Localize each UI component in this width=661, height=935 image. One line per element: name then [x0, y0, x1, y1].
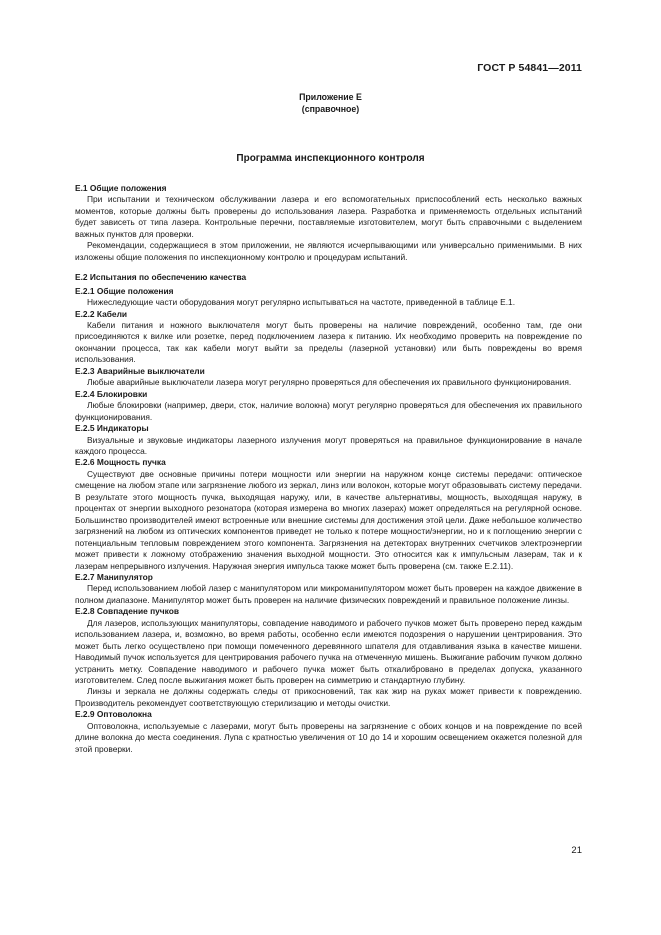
paragraph: Нижеследующие части оборудования могут регулярно испытываться на частоте, приведенной в таблице Е.1.: [87, 297, 516, 308]
subsection-heading-e25: Е.2.5 Индикаторы: [75, 423, 149, 434]
paragraph: Перед использованием любой лазер с манипулятором или микроманипулятором может быть проверен на каждое движение в полном диапазоне. Манипулятор может быть проверен на наличие физических повреждений и правильное положение линзы.: [75, 583, 582, 605]
paragraph: Для лазеров, использующих манипуляторы, совпадение наводимого и рабочего пучков может быть проверено перед каждым использованием лазера, и, возможно, во время работы, особенно если имеются подозрения о нарушении центрирования. Это может быть легко осуществлено при помощи помеченного деревянного шпателя для отдавливания языка в качестве мишени. Наводимый пучок используется для центрирования рабочего пучка на отмеченную мишень. Выжигание рабочим пучком должно устранить метку. Совпадение наводимого и рабочего пучка может быть откалибровано в пределах допуска, указанного изготовителем. След после выжигания может быть проверен на симметрию и стандартную глубину.: [75, 617, 582, 686]
annex-title: Приложение Е: [299, 92, 362, 102]
paragraph: Рекомендации, содержащиеся в этом приложении, не являются исчерпывающими или универсально применимыми. В них изложены общие положения по инспекционному контролю и процедурам испытаний.: [75, 240, 582, 262]
section-heading-e2: Е.2 Испытания по обеспечению качества: [75, 272, 247, 283]
paragraph: Любые блокировки (например, двери, сток, наличие волокна) могут регулярно проверяться для обеспечения их правильного функционирования.: [75, 400, 582, 422]
page-number: 21: [571, 845, 582, 856]
subsection-heading-e27: Е.2.7 Манипулятор: [75, 571, 153, 582]
document-code: ГОСТ Р 54841—2011: [477, 62, 582, 74]
paragraph: Визуальные и звуковые индикаторы лазерного излучения могут проверяться на правильное функционирование в начале каждого процесса.: [75, 434, 582, 456]
paragraph: Кабели питания и ножного выключателя могут быть проверены на наличие повреждений, особенно там, где они присоединяются к вилке или розетке, перед подключением лазера к питанию. Их необходимо проверить на повреждение по окончании процесса, так как кабели могут выйти за пределы (лазерной установки) или быть повреждены во время использования.: [75, 319, 582, 365]
annex-subtitle: (справочное): [301, 104, 360, 114]
paragraph: Оптоволокна, используемые с лазерами, могут быть проверены на загрязнение с обоих концов и на повреждение по всей длине волокна до места соединения. Лупа с кратностью увеличения от 10 до 14 и хорошим освещением окажется полезной для этой проверки.: [75, 720, 582, 754]
subsection-heading-e24: Е.2.4 Блокировки: [75, 388, 148, 399]
main-title: Программа инспекционного контроля: [236, 153, 425, 164]
subsection-heading-e26: Е.2.6 Мощность пучка: [75, 457, 166, 468]
document-body: [75, 183, 582, 755]
subsection-heading-e23: Е.2.3 Аварийные выключатели: [75, 365, 205, 376]
annex-heading: [0, 91, 661, 115]
paragraph: При испытании и техническом обслуживании лазера и его вспомогательных приспособлений есть несколько важных моментов, которые должны быть проверены до использования лазера. Разработка и применяемость отдельных испытаний будет зависеть от типа лазера. Контрольные перечни, поставляемые изготовителем, могут быть справочными с выделением важных пунктов для проверки.: [75, 194, 582, 239]
subsection-heading-e22: Е.2.2 Кабели: [75, 308, 128, 319]
section-heading-e1: Е.1 Общие положения: [75, 183, 167, 193]
subsection-heading-e29: Е.2.9 Оптоволокна: [75, 709, 152, 720]
paragraph: Линзы и зеркала не должны содержать следы от прикосновений, так как жир на руках может привести к повреждению. Производитель рекомендует соответствующую стерилизацию и методы очистки.: [75, 686, 582, 708]
paragraph: Любые аварийные выключатели лазера могут регулярно проверяться для обеспечения их правильного функционирования.: [87, 377, 572, 388]
subsection-heading-e28: Е.2.8 Совпадение пучков: [75, 606, 180, 617]
paragraph: Существуют две основные причины потери мощности или энергии на наружном конце системы передачи: оптическое смещение на любом этапе или загрязнение любого из зеркал, линз или волокон, которые могут образовывать систему передачи. В результате этого мощность пучка, выходящая наружу, или, в качестве альтернативы, мощность, выходящая наружу, в процентах от энергии выходного резонатора (которая измерена во многих лазерах) может определяться на регулярной основе. Большинство производителей имеют встроенные или внешние системы для достижения этой цели. Даже небольшое количество загрязнений на любом из оптических компонентов приведет не только к потере мощности/энергии, но и к поглощению энергии с потенциальным тепловым повреждением этого компонента. Загрязнения на детекторах внутренних счетчиков электроэнергии может привести к ложному отображению значения выходной мощности. Это относится как к импульсным лазерам, так и к лазерам непрерывного излучения. Наружная энергия импульса также может быть проверена (см. также Е.2.11).: [75, 468, 582, 571]
subsection-heading-e21: Е.2.1 Общие положения: [75, 285, 174, 296]
